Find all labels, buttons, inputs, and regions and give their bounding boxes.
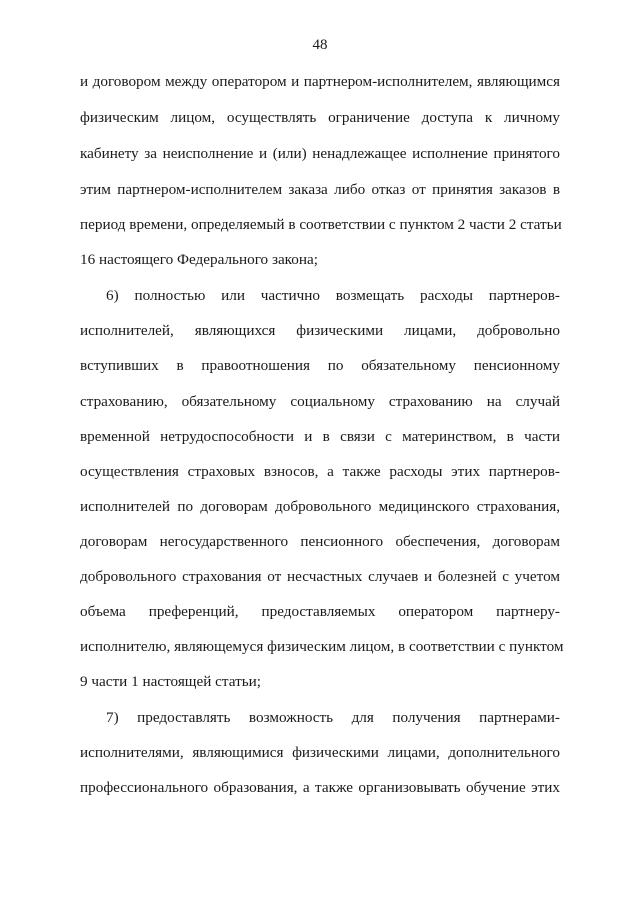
text-line: физическим лицом, осуществлять ограничение доступа к личному [80,109,560,126]
text-line: осуществления страховых взносов, а также расходы этих партнеров- [80,463,560,480]
text-line: профессионального образования, а также организовывать обучение этих [80,779,560,796]
text-line: исполнителей по договорам добровольного медицинского страхования, [80,498,560,515]
text-line: этим партнером-исполнителем заказа либо отказ от принятия заказов в [80,181,560,198]
text-line: 9 части 1 настоящей статьи; [80,673,261,690]
text-line: 16 настоящего Федерального закона; [80,251,318,268]
text-line: страхованию, обязательному социальному страхованию на случай [80,393,560,410]
text-line: вступивших в правоотношения по обязательному пенсионному [80,357,560,374]
text-line: и договором между оператором и партнером-исполнителем, являющимся [80,73,560,90]
page-number: 48 [312,37,328,53]
text-line: договорам негосударственного пенсионного обеспечения, договорам [80,533,560,550]
text-line: исполнителями, являющимися физическими лицами, дополнительного [80,744,560,761]
text-line: 6) полностью или частично возмещать расходы партнеров- [106,287,560,304]
text-line: 7) предоставлять возможность для получения партнерами- [106,709,560,726]
text-line: объема преференций, предоставляемых оператором партнеру- [80,603,560,620]
text-line: исполнителей, являющихся физическими лицами, добровольно [80,322,560,339]
text-line: добровольного страхования от несчастных случаев и болезней с учетом [80,568,560,585]
text-line: период времени, определяемый в соответствии с пунктом 2 части 2 статьи [80,216,562,233]
text-line: исполнителю, являющемуся физическим лицом, в соответствии с пунктом [80,638,564,655]
text-line: кабинету за неисполнение и (или) ненадлежащее исполнение принятого [80,145,560,162]
text-line: временной нетрудоспособности и в связи с материнством, в части [80,428,560,445]
